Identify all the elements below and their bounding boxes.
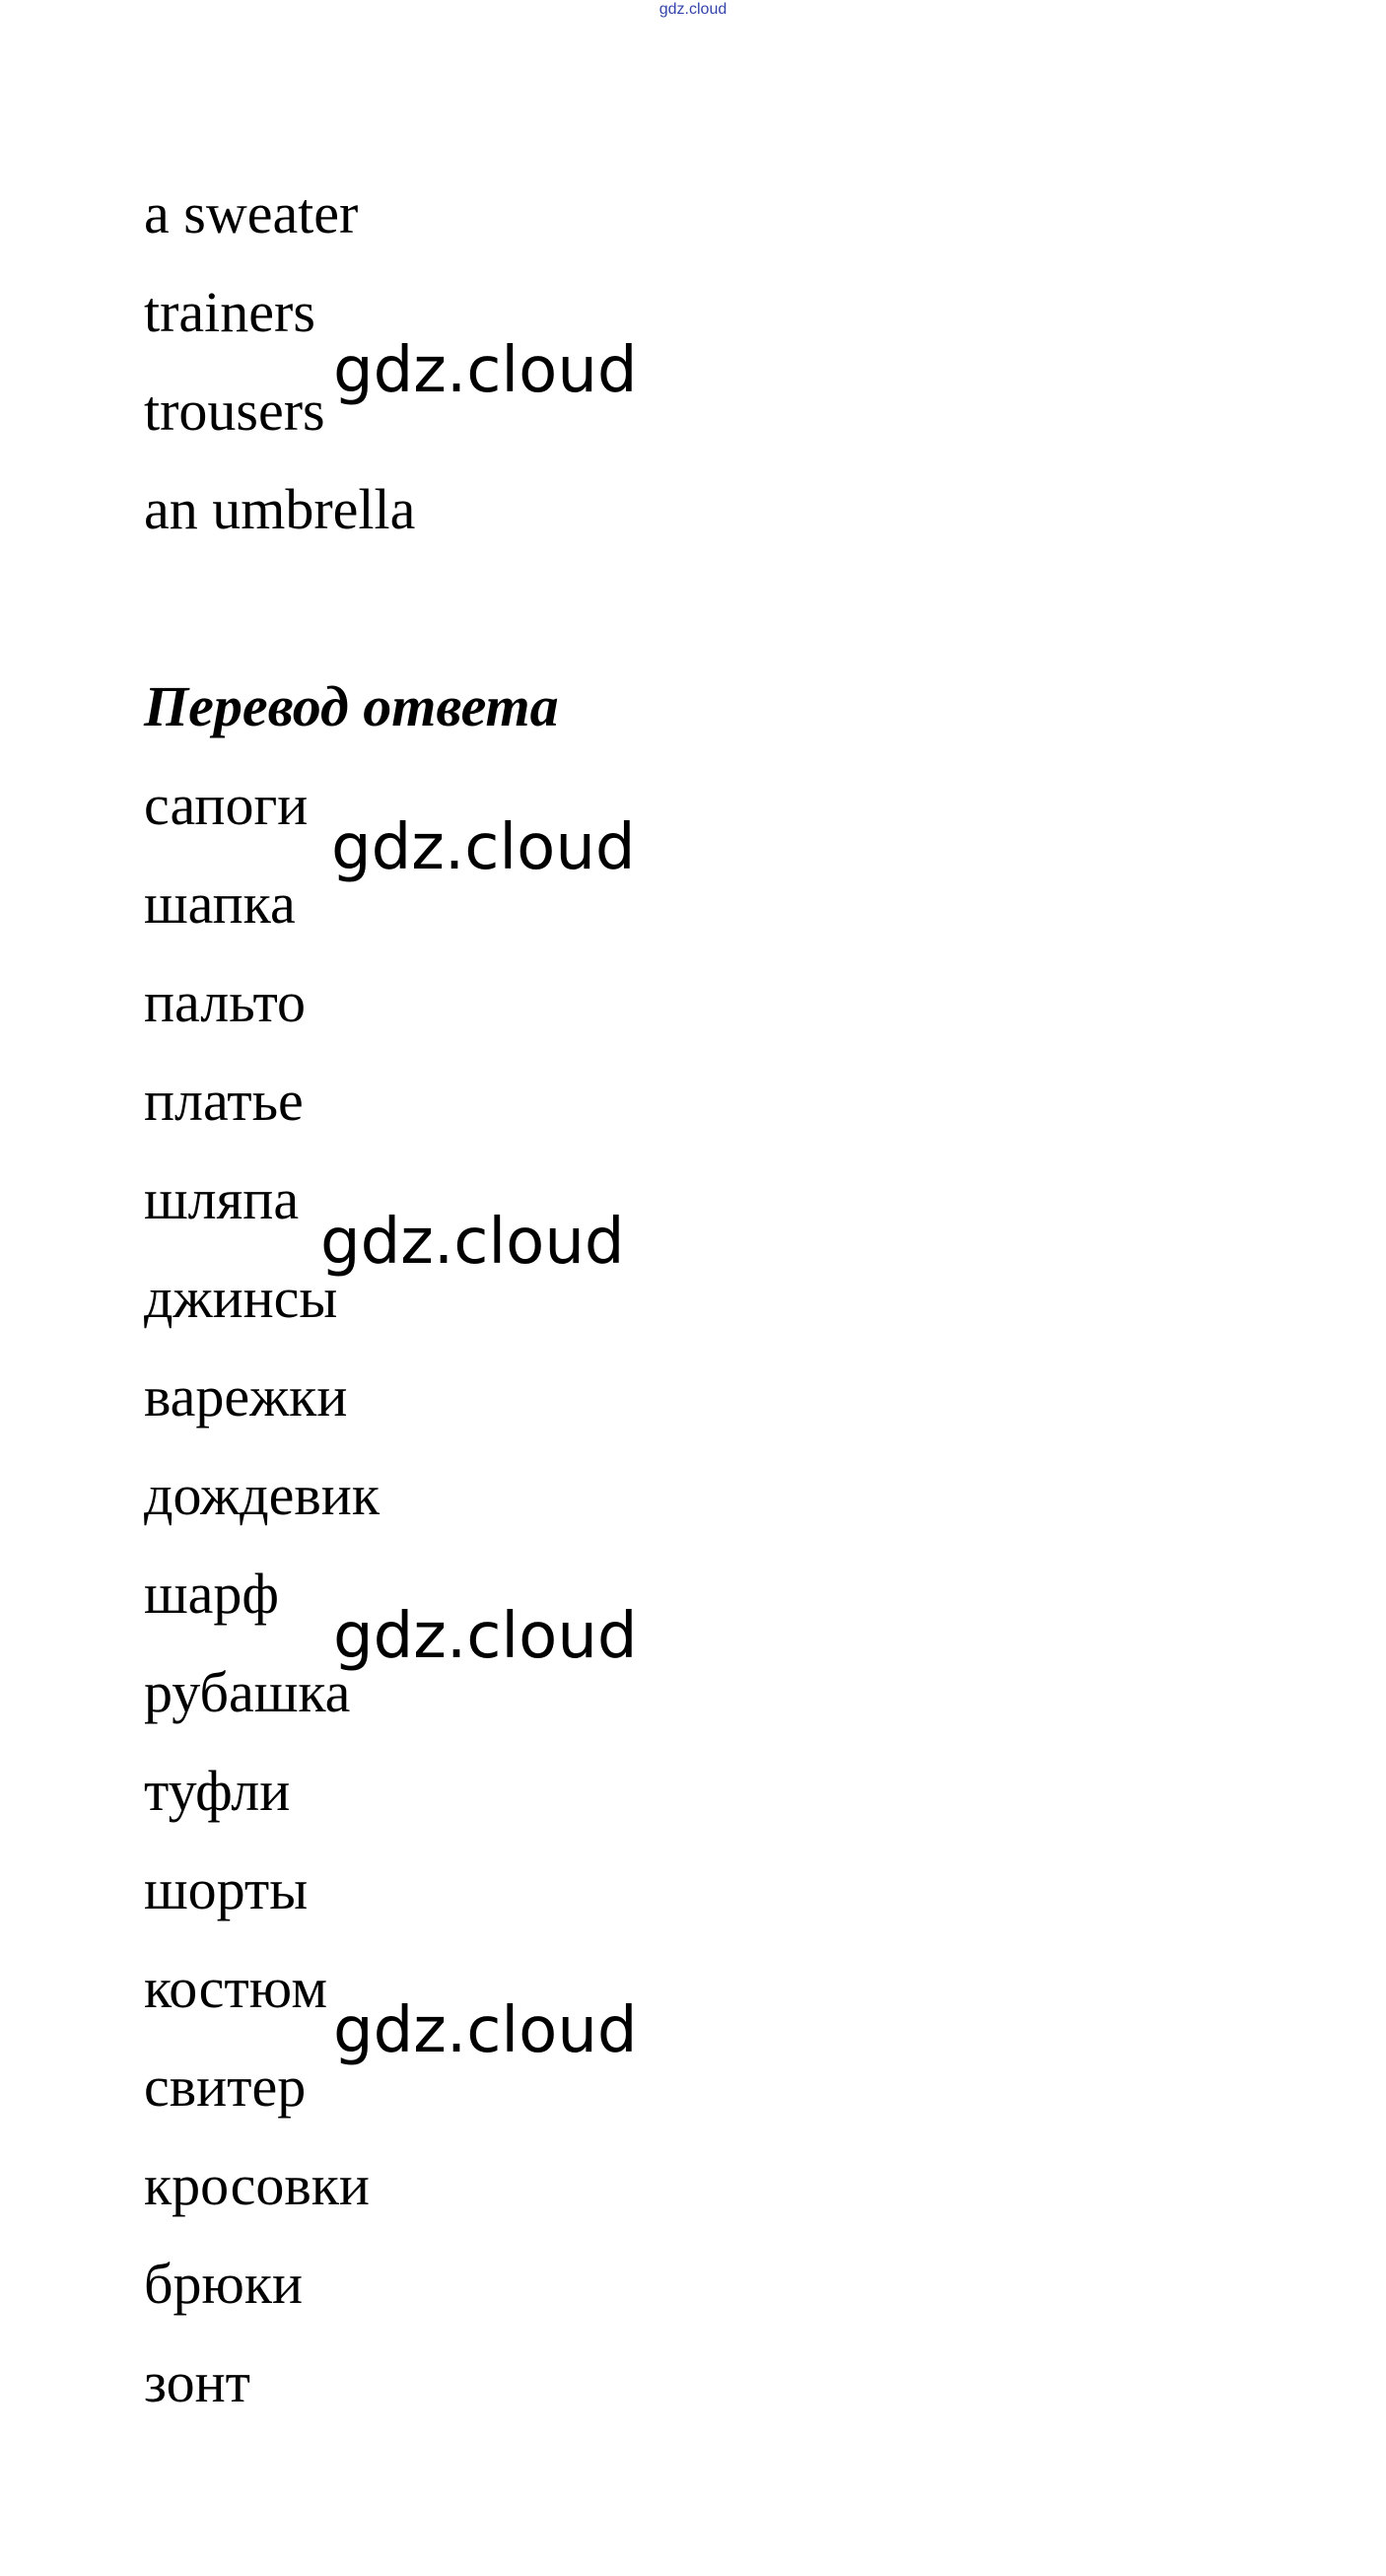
translation-line: зонт <box>144 2350 250 2414</box>
translation-line: дождевик <box>144 1463 380 1527</box>
watermark: gdz.cloud <box>333 1994 638 2067</box>
translation-line: брюки <box>144 2252 304 2316</box>
watermark: gdz.cloud <box>331 811 636 884</box>
translation-line: шарф <box>144 1562 279 1626</box>
watermark: gdz.cloud <box>333 1600 638 1673</box>
translation-line: варежки <box>144 1364 348 1428</box>
watermark: gdz.cloud <box>333 334 638 407</box>
answer-line: trainers <box>144 280 315 344</box>
translation-heading: Перевод ответа <box>144 674 559 738</box>
translation-line: рубашка <box>144 1660 351 1724</box>
translation-line: джинсы <box>144 1266 338 1330</box>
site-watermark-top[interactable]: gdz.cloud <box>658 1 728 18</box>
translation-line: пальто <box>144 970 307 1034</box>
answer-line: a sweater <box>144 181 359 245</box>
answer-line: an umbrella <box>144 477 416 541</box>
translation-line: шорты <box>144 1857 309 1921</box>
translation-line: туфли <box>144 1759 291 1823</box>
translation-line: шляпа <box>144 1167 300 1231</box>
translation-line: костюм <box>144 1956 328 2020</box>
watermark: gdz.cloud <box>320 1206 625 1279</box>
translation-line: сапоги <box>144 773 309 837</box>
translation-line: шапка <box>144 871 296 936</box>
answer-line: trousers <box>144 379 325 443</box>
translation-line: платье <box>144 1069 304 1133</box>
translation-line: кросовки <box>144 2153 370 2217</box>
translation-line: свитер <box>144 2054 307 2119</box>
